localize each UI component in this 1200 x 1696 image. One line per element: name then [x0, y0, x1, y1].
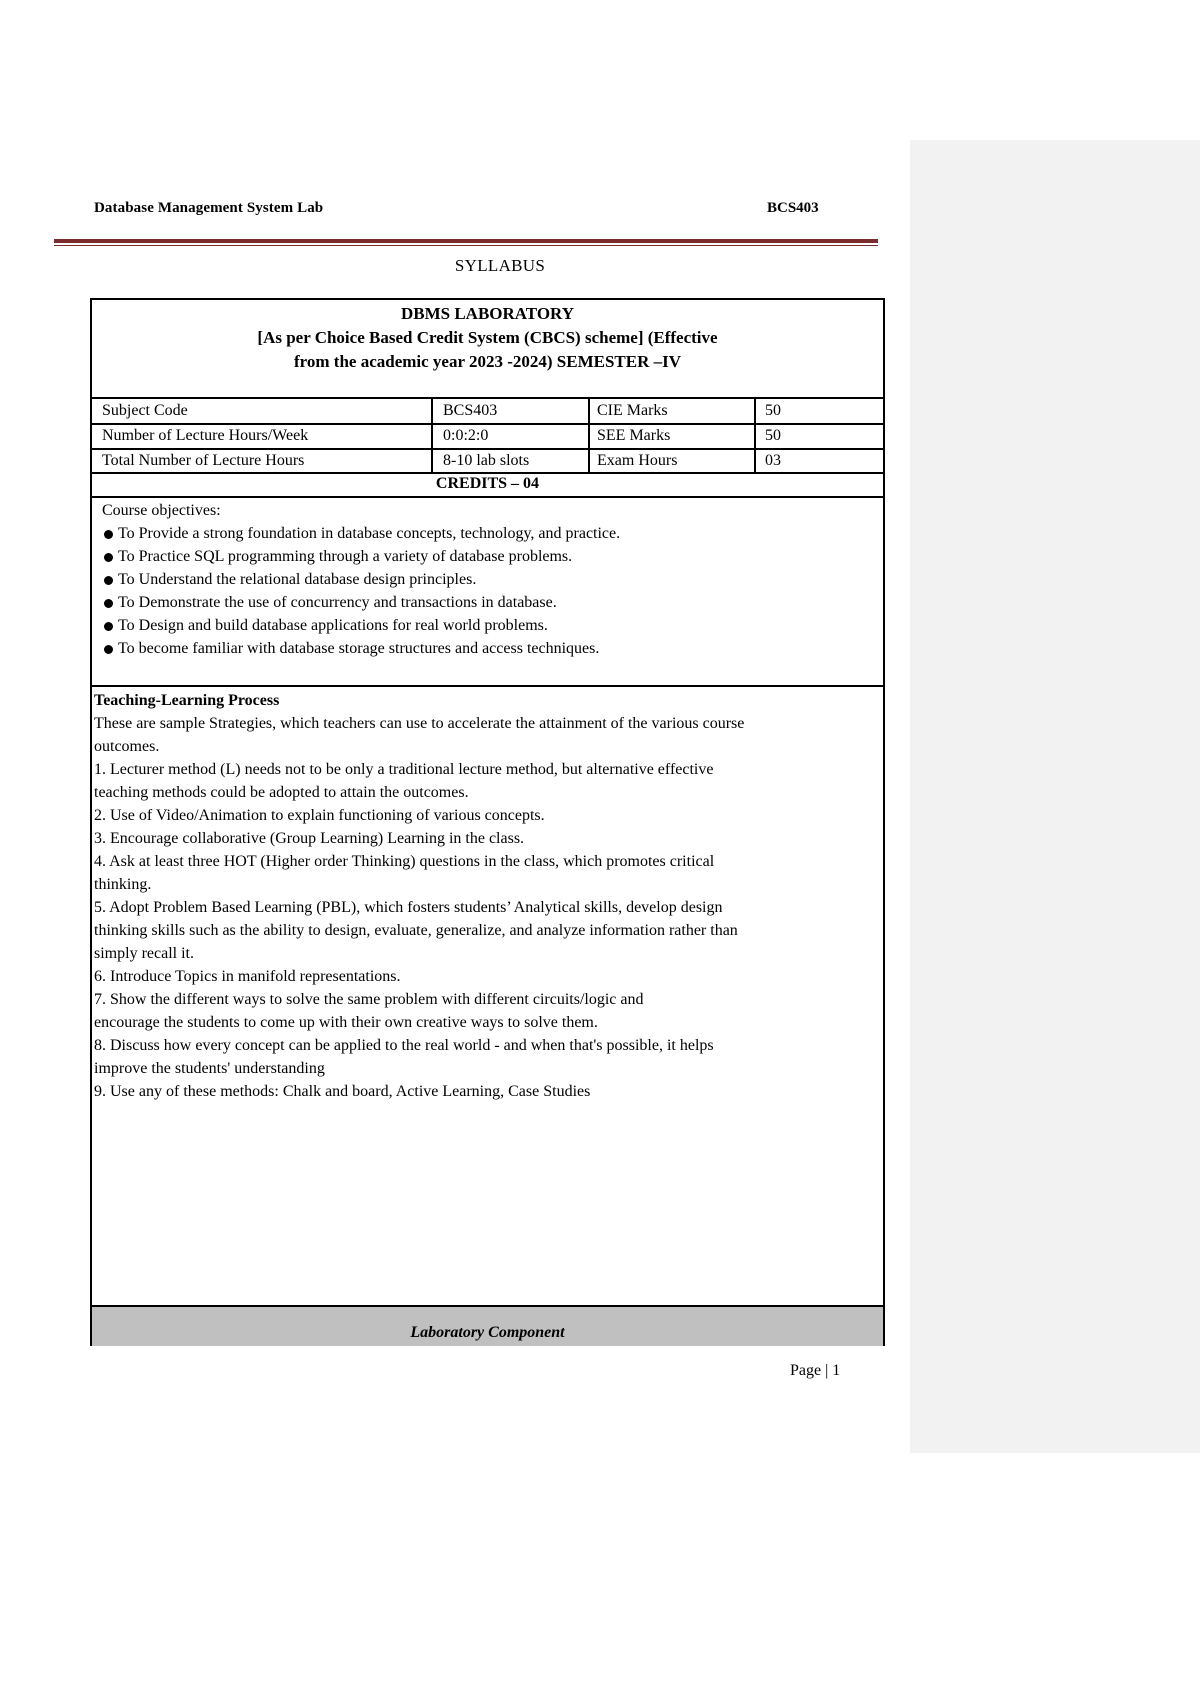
- tlp-line: teaching methods could be adopted to attain the outcomes.: [94, 784, 469, 801]
- syllabus-heading: SYLLABUS: [454, 256, 546, 275]
- detail-value: 03: [765, 452, 781, 469]
- divider: [92, 496, 883, 498]
- list-item: To Provide a strong foundation in database concepts, technology, and practice.: [102, 522, 620, 545]
- tlp-line: These are sample Strategies, which teachers can use to accelerate the attainment of the various course: [94, 715, 745, 732]
- tlp-line: 1. Lecturer method (L) needs not to be only a traditional lecture method, but alternative effective: [94, 761, 714, 778]
- detail-label: Exam Hours: [597, 452, 678, 469]
- detail-label: Subject Code: [102, 402, 188, 419]
- divider: [92, 397, 883, 399]
- detail-value: 0:0:2:0: [443, 427, 489, 444]
- tlp-heading: Teaching-Learning Process: [94, 692, 280, 709]
- tlp-line: 7. Show the different ways to solve the same problem with different circuits/logic and: [94, 991, 644, 1008]
- tlp-line: improve the students' understanding: [94, 1060, 325, 1077]
- divider: [92, 685, 883, 687]
- tlp-line: thinking.: [94, 876, 152, 893]
- objectives-list: [102, 522, 620, 660]
- scheme-line-1: [As per Choice Based Credit System (CBCS) scheme] (Effective: [257, 328, 718, 347]
- comment-pane: [910, 140, 1200, 1453]
- tlp-line: 5. Adopt Problem Based Learning (PBL), which fosters students’ Analytical skills, develop design: [94, 899, 723, 916]
- tlp-line: 9. Use any of these methods: Chalk and board, Active Learning, Case Studies: [94, 1083, 591, 1100]
- tlp-line: 8. Discuss how every concept can be applied to the real world - and when that's possible, it helps: [94, 1037, 714, 1054]
- tlp-line: simply recall it.: [94, 945, 194, 962]
- objectives-heading: Course objectives:: [102, 502, 221, 519]
- detail-value: BCS403: [443, 402, 498, 419]
- course-title-block: [92, 302, 883, 374]
- list-item: To become familiar with database storage structures and access techniques.: [102, 637, 620, 660]
- header-course-code: BCS403: [767, 200, 819, 216]
- header-rule-thin: [54, 245, 878, 246]
- detail-label: Total Number of Lecture Hours: [102, 452, 305, 469]
- course-name: DBMS LABORATORY: [400, 304, 575, 323]
- syllabus-table: [90, 298, 885, 1346]
- divider: [92, 423, 883, 425]
- tlp-line: 2. Use of Video/Animation to explain functioning of various concepts.: [94, 807, 545, 824]
- divider: [92, 472, 883, 474]
- column-divider: [754, 397, 756, 474]
- header-rule: [54, 239, 878, 243]
- tlp-line: thinking skills such as the ability to design, evaluate, generalize, and analyze information rather than: [94, 922, 738, 939]
- list-item: To Understand the relational database design principles.: [102, 568, 620, 591]
- column-divider: [431, 397, 433, 474]
- list-item: To Practice SQL programming through a variety of database problems.: [102, 545, 620, 568]
- divider: [92, 448, 883, 450]
- teaching-learning-process: [94, 689, 874, 1103]
- header-title: Database Management System Lab: [94, 200, 324, 216]
- tlp-line: 6. Introduce Topics in manifold representations.: [94, 968, 401, 985]
- tlp-line: 4. Ask at least three HOT (Higher order Thinking) questions in the class, which promotes critical: [94, 853, 715, 870]
- detail-value: 50: [765, 427, 781, 444]
- credits: CREDITS – 04: [435, 475, 540, 492]
- detail-value: 50: [765, 402, 781, 419]
- lab-component-label: Laboratory Component: [410, 1324, 565, 1341]
- tlp-line: encourage the students to come up with their own creative ways to solve them.: [94, 1014, 598, 1031]
- scheme-line-2: from the academic year 2023 -2024) SEMESTER –IV: [293, 352, 682, 371]
- column-divider: [588, 397, 590, 474]
- detail-value: 8-10 lab slots: [443, 452, 530, 469]
- detail-label: CIE Marks: [597, 402, 668, 419]
- page-number: Page | 1: [790, 1362, 841, 1379]
- detail-label: SEE Marks: [597, 427, 671, 444]
- course-objectives: [102, 499, 620, 660]
- list-item: To Design and build database applications for real world problems.: [102, 614, 620, 637]
- tlp-line: 3. Encourage collaborative (Group Learning) Learning in the class.: [94, 830, 525, 847]
- tlp-line: outcomes.: [94, 738, 160, 755]
- list-item: To Demonstrate the use of concurrency and transactions in database.: [102, 591, 620, 614]
- detail-label: Number of Lecture Hours/Week: [102, 427, 309, 444]
